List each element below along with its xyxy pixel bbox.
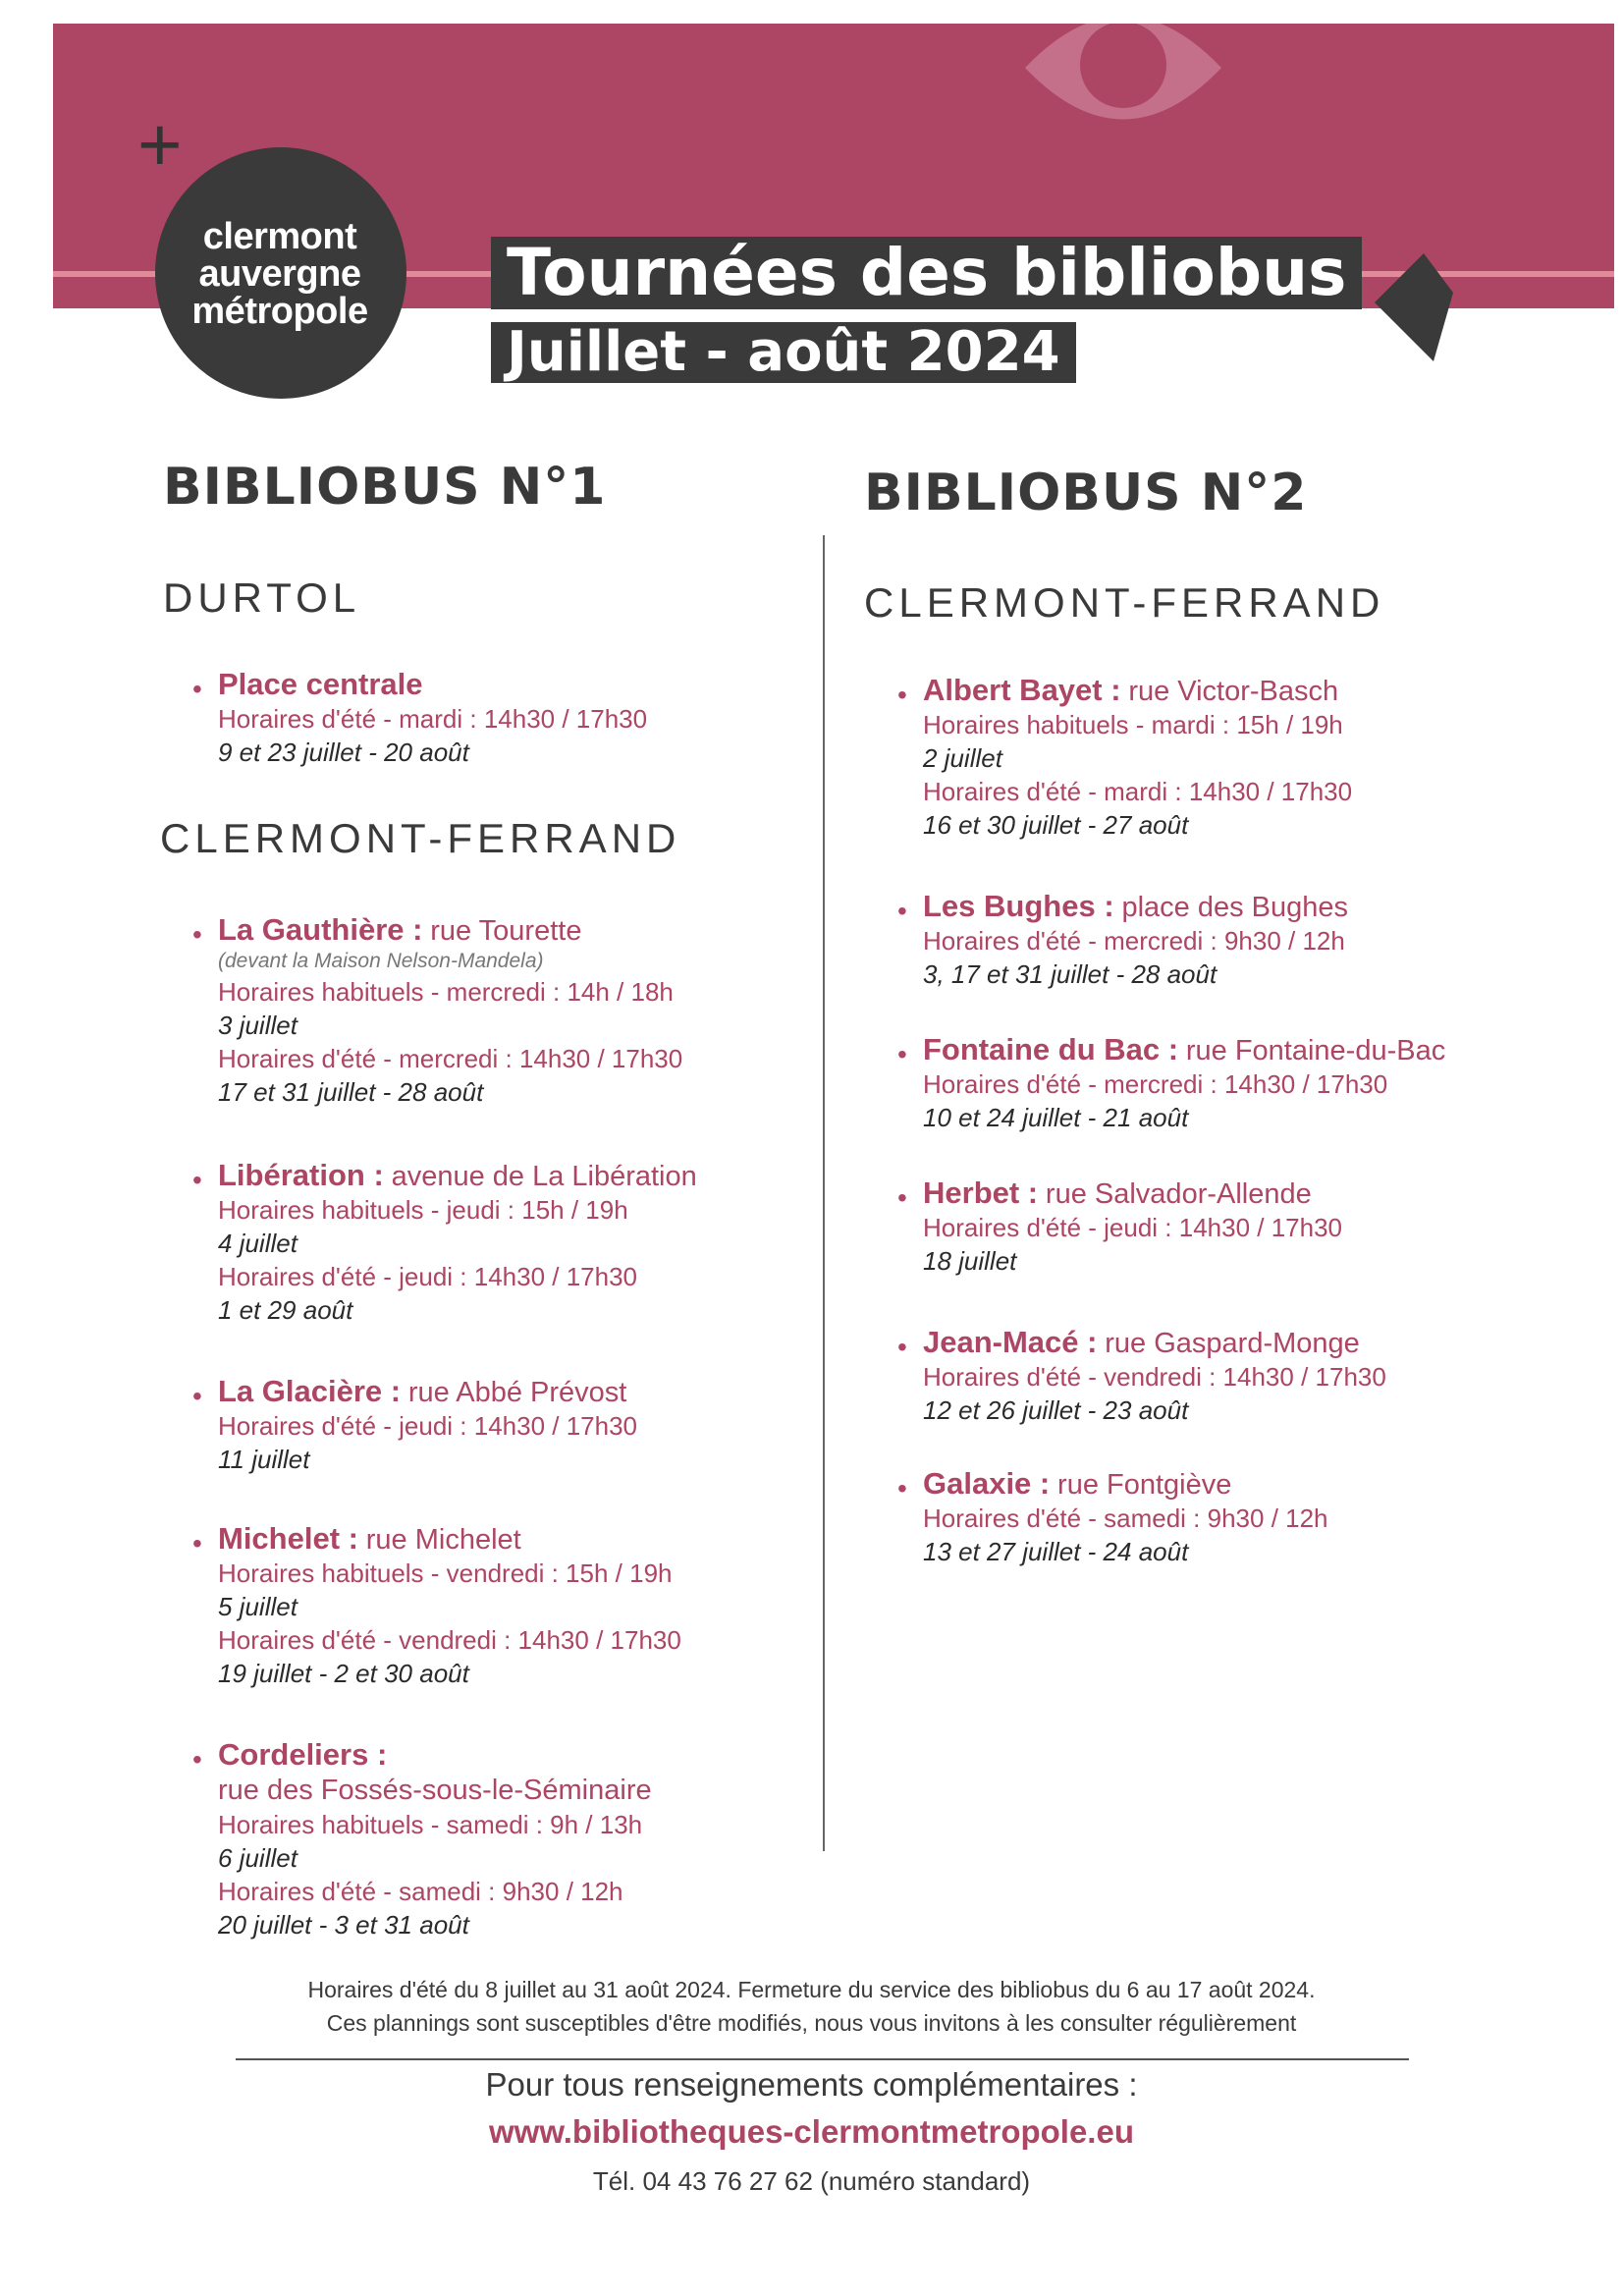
bullet-icon: • xyxy=(897,1182,907,1213)
bullet-icon: • xyxy=(897,680,907,710)
stop-address: place des Bughes xyxy=(1121,892,1348,923)
stop-dates: 1 et 29 août xyxy=(218,1295,353,1325)
bullet-icon: • xyxy=(897,1332,907,1362)
stop-dates: 10 et 24 juillet - 21 août xyxy=(923,1103,1189,1132)
stop-heading xyxy=(923,1033,1623,1067)
info-text: Pour tous renseignements complémentaires : xyxy=(485,2066,1138,2103)
stop-entry xyxy=(192,912,964,1109)
stop-hours: Horaires habituels - mercredi : 14h / 18h xyxy=(218,977,674,1007)
stop-entry xyxy=(192,1158,964,1327)
stop-heading xyxy=(218,1522,964,1557)
stop-address: rue Victor-Basch xyxy=(1128,676,1339,707)
stop-dates: 9 et 23 juillet - 20 août xyxy=(218,738,469,767)
stop-entry xyxy=(897,673,1623,842)
stop-name: Cordeliers : xyxy=(218,1737,388,1772)
stop-name: Herbet : xyxy=(923,1175,1039,1210)
bullet-icon: • xyxy=(897,896,907,926)
stop-address: rue Fontaine-du-Bac xyxy=(1185,1035,1446,1066)
stop-address: avenue de La Libération xyxy=(391,1161,697,1192)
stop-heading xyxy=(218,913,964,948)
stop-name: La Gauthière : xyxy=(218,912,423,947)
stop-name: Galaxie : xyxy=(923,1466,1051,1501)
bullet-icon: • xyxy=(192,1381,202,1411)
stop-hours: Horaires habituels - mardi : 15h / 19h xyxy=(923,710,1343,739)
bullet-icon: • xyxy=(897,1039,907,1069)
website-link[interactable]: www.bibliotheques-clermontmetropole.eu xyxy=(488,2113,1134,2150)
stop-entry xyxy=(192,1521,964,1690)
stop-name: Albert Bayet : xyxy=(923,673,1121,707)
stop-hours: Horaires d'été - vendredi : 14h30 / 17h30 xyxy=(923,1362,1386,1392)
stop-heading xyxy=(923,890,1623,924)
bullet-icon: • xyxy=(192,1165,202,1195)
city-heading: DURTOL xyxy=(163,574,361,621)
footer-note: Horaires d'été du 8 juillet au 31 août 2024. Fermeture du service des bibliobus du 6 au 17 août 2024. xyxy=(307,1977,1316,2002)
stop-dates: 11 juillet xyxy=(218,1445,310,1474)
column-title-bibliobus-2: BIBLIOBUS N°2 xyxy=(864,464,1308,522)
stop-heading xyxy=(218,1738,964,1773)
plus-icon: + xyxy=(137,101,183,188)
stop-hours: Horaires d'été - mardi : 14h30 / 17h30 xyxy=(923,777,1353,806)
stop-name: Michelet : xyxy=(218,1521,358,1556)
stop-entry xyxy=(897,889,1623,991)
stop-entry xyxy=(897,1175,1623,1278)
stop-heading xyxy=(923,1467,1623,1502)
stop-heading xyxy=(218,1375,964,1409)
stop-hours: Horaires d'été - mercredi : 14h30 / 17h30 xyxy=(923,1069,1388,1099)
stop-name: Fontaine du Bac : xyxy=(923,1032,1179,1066)
stop-heading xyxy=(923,1326,1623,1360)
page-subtitle: Juillet - août 2024 xyxy=(491,322,1076,383)
stop-heading xyxy=(218,1159,964,1193)
column-title-bibliobus-1: BIBLIOBUS N°1 xyxy=(163,458,607,517)
logo-line: métropole xyxy=(191,291,368,332)
logo xyxy=(187,218,373,330)
stop-address: rue Tourette xyxy=(430,915,582,947)
stop-dates: 5 juillet xyxy=(218,1592,298,1621)
stop-heading xyxy=(923,1176,1623,1211)
stop-hours: Horaires d'été - samedi : 9h30 / 12h xyxy=(923,1503,1328,1533)
column-divider xyxy=(823,535,825,1851)
bullet-icon: • xyxy=(192,1528,202,1558)
stop-hours: Horaires d'été - jeudi : 14h30 / 17h30 xyxy=(218,1411,638,1441)
stop-hours: Horaires d'été - mercredi : 14h30 / 17h30 xyxy=(218,1044,683,1073)
stop-address: rue Gaspard-Monge xyxy=(1105,1328,1360,1359)
stop-hours: Horaires habituels - jeudi : 15h / 19h xyxy=(218,1195,628,1225)
eye-icon xyxy=(1025,24,1221,141)
phone-number: Tél. 04 43 76 27 62 (numéro standard) xyxy=(592,2166,1031,2196)
stop-entry xyxy=(897,1032,1623,1134)
stop-hours: Horaires d'été - jeudi : 14h30 / 17h30 xyxy=(218,1262,638,1291)
stop-dates: 20 juillet - 3 et 31 août xyxy=(218,1910,469,1940)
stop-address: rue Fontgiève xyxy=(1057,1469,1232,1501)
stop-name: Jean-Macé : xyxy=(923,1325,1098,1359)
stop-hours: Horaires habituels - samedi : 9h / 13h xyxy=(218,1810,643,1839)
bullet-icon: • xyxy=(192,674,202,704)
logo-line: auvergne xyxy=(198,253,361,295)
stop-dates: 12 et 26 juillet - 23 août xyxy=(923,1395,1189,1425)
footer-note: Ces plannings sont susceptibles d'être modifiés, nous vous invitons à les consulter régulièrement xyxy=(326,2010,1297,2036)
stop-address: rue Abbé Prévost xyxy=(407,1377,627,1408)
stop-entry xyxy=(192,667,964,769)
stop-name: La Glacière : xyxy=(218,1374,402,1408)
stop-name: Place centrale xyxy=(218,667,423,701)
stop-dates: 13 et 27 juillet - 24 août xyxy=(923,1537,1189,1566)
stop-entry xyxy=(192,1737,964,1941)
decorative-shape-icon xyxy=(1375,253,1453,361)
stop-address: rue Salvador-Allende xyxy=(1045,1178,1312,1210)
stop-heading xyxy=(218,668,964,702)
stop-hours: Horaires habituels - vendredi : 15h / 19h xyxy=(218,1558,673,1588)
stop-address: rue Michelet xyxy=(365,1524,521,1556)
stop-hours: Horaires d'été - samedi : 9h30 / 12h xyxy=(218,1877,623,1906)
stop-entry xyxy=(897,1466,1623,1568)
stop-dates: 2 juillet xyxy=(923,743,1002,773)
stop-address: rue des Fossés-sous-le-Séminaire xyxy=(218,1775,652,1806)
city-heading: CLERMONT-FERRAND xyxy=(864,579,1385,626)
stop-dates: 19 juillet - 2 et 30 août xyxy=(218,1659,469,1688)
stop-dates: 4 juillet xyxy=(218,1229,298,1258)
stop-hours: Horaires d'été - jeudi : 14h30 / 17h30 xyxy=(923,1213,1343,1242)
stop-dates: 18 juillet xyxy=(923,1246,1017,1276)
stop-name: Les Bughes : xyxy=(923,889,1114,923)
stop-dates: 3 juillet xyxy=(218,1011,298,1040)
logo-line: clermont xyxy=(202,216,357,257)
stop-hours: Horaires d'été - vendredi : 14h30 / 17h30 xyxy=(218,1625,681,1655)
stop-heading xyxy=(923,674,1623,708)
stop-dates: 16 et 30 juillet - 27 août xyxy=(923,810,1189,840)
stop-note: (devant la Maison Nelson-Mandela) xyxy=(218,950,544,972)
stop-entry xyxy=(192,1374,964,1476)
bullet-icon: • xyxy=(192,1744,202,1775)
footer-divider xyxy=(236,2058,1409,2060)
stop-dates: 17 et 31 juillet - 28 août xyxy=(218,1077,484,1107)
stop-name: Libération : xyxy=(218,1158,384,1192)
bullet-icon: • xyxy=(897,1473,907,1503)
bullet-icon: • xyxy=(192,919,202,950)
stop-hours: Horaires d'été - mardi : 14h30 / 17h30 xyxy=(218,704,648,734)
stop-entry xyxy=(897,1325,1623,1427)
stop-hours: Horaires d'été - mercredi : 9h30 / 12h xyxy=(923,926,1345,956)
stop-dates: 3, 17 et 31 juillet - 28 août xyxy=(923,959,1217,989)
city-heading: CLERMONT-FERRAND xyxy=(160,815,681,861)
stop-dates: 6 juillet xyxy=(218,1843,298,1873)
page-title: Tournées des bibliobus xyxy=(491,237,1362,309)
